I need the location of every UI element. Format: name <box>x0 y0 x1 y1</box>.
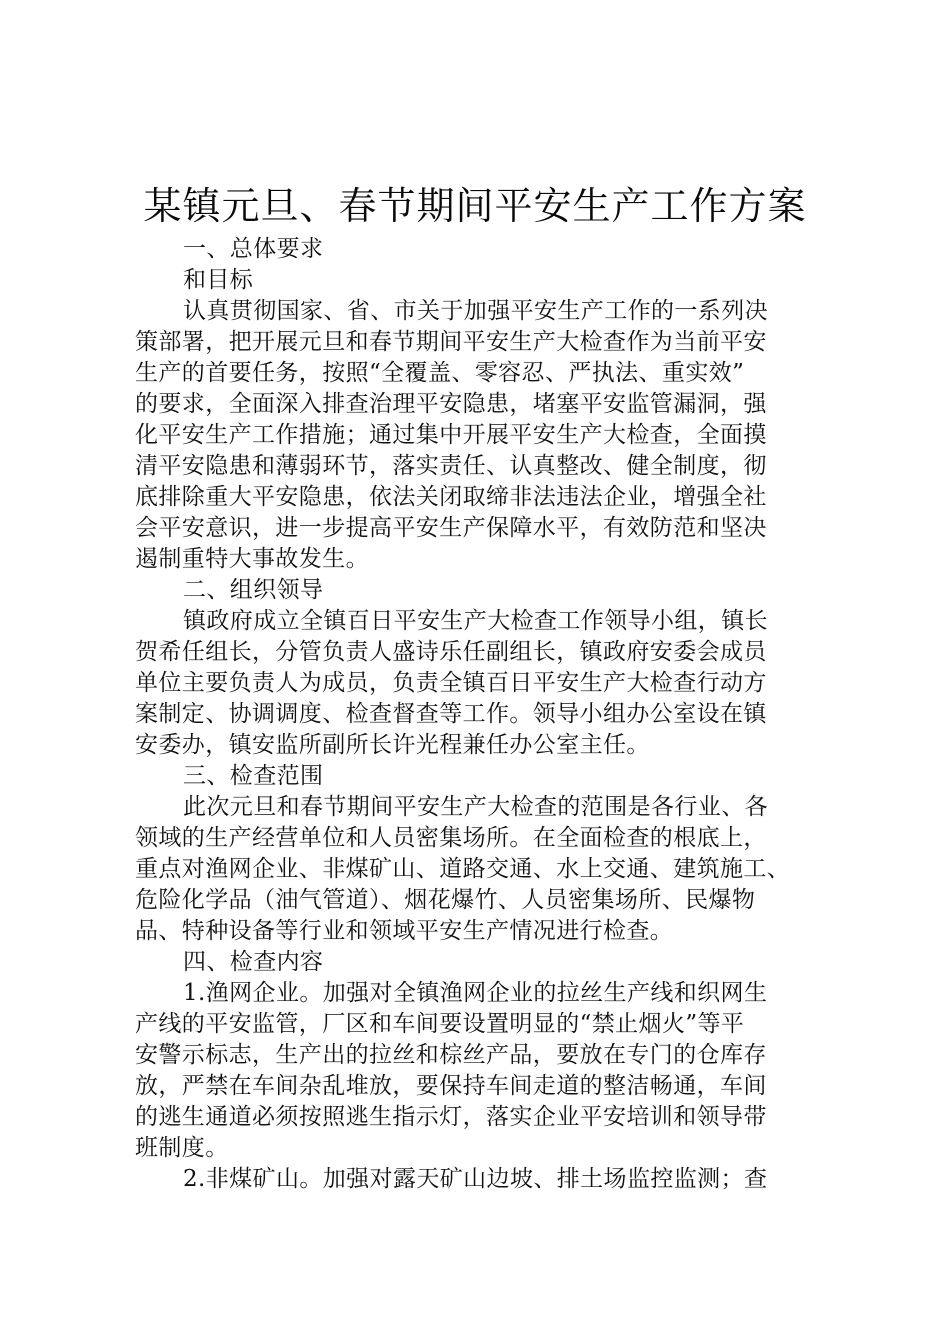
document-body <box>135 234 825 1195</box>
text-line: 安委办，镇安监所副所长许光程兼任办公室主任。 <box>135 732 650 758</box>
text-line: 品、特种设备等行业和领域平安生产情况进行检查。 <box>135 918 674 944</box>
text-line: 安警示标志，生产出的拉丝和棕丝产品，要放在专门的仓库存 <box>135 1042 767 1068</box>
text-line: 放，严禁在车间杂乱堆放，要保持车间走道的整洁畅通，车间 <box>135 1073 767 1099</box>
text-line: 2.非煤矿山。加强对露天矿山边坡、排土场监控监测；查 <box>183 1166 768 1192</box>
text-line: 底排除重大平安隐患，依法关闭取缔非法违法企业，增强全社 <box>135 484 767 510</box>
text-line: 产线的平安监管，厂区和车间要设置明显的“禁止烟火”等平 <box>135 1011 745 1037</box>
text-line: 单位主要负责人为成员，负责全镇百日平安生产大检查行动方 <box>135 670 767 696</box>
text-line: 的要求，全面深入排查治理平安隐患，堵塞平安监管漏洞，强 <box>135 391 767 417</box>
text-line: 此次元旦和春节期间平安生产大检查的范围是各行业、各 <box>183 794 768 820</box>
text-line: 认真贯彻国家、省、市关于加强平安生产工作的一系列决 <box>183 298 768 324</box>
text-line: 镇政府成立全镇百日平安生产大检查工作领导小组，镇长 <box>183 608 768 634</box>
text-line: 重点对渔网企业、非煤矿山、道路交通、水上交通、建筑施工、 <box>135 856 791 882</box>
text-line: 班制度。 <box>135 1135 229 1161</box>
text-line: 的逃生通道必须按照逃生指示灯，落实企业平安培训和领导带 <box>135 1104 767 1130</box>
text-line: 一、总体要求 <box>183 236 324 262</box>
text-line: 领域的生产经营单位和人员密集场所。在全面检查的根底上， <box>135 825 767 851</box>
text-line: 生产的首要任务，按照“全覆盖、零容忍、严执法、重实效” <box>135 360 745 386</box>
text-line: 贺希任组长，分管负责人盛诗乐任副组长，镇政府安委会成员 <box>135 639 767 665</box>
text-line: 遏制重特大事故发生。 <box>135 546 369 572</box>
text-line: 三、检查范围 <box>183 763 324 789</box>
text-line: 危险化学品（油气管道）、烟花爆竹、人员密集场所、民爆物 <box>135 887 756 913</box>
document-title: 某镇元旦、春节期间平安生产工作方案 <box>143 184 807 228</box>
text-line: 清平安隐患和薄弱环节，落实责任、认真整改、健全制度，彻 <box>135 453 767 479</box>
text-line: 和目标 <box>183 267 254 293</box>
text-line: 化平安生产工作措施；通过集中开展平安生产大检查，全面摸 <box>135 422 767 448</box>
text-line: 1.渔网企业。加强对全镇渔网企业的拉丝生产线和织网生 <box>183 980 768 1006</box>
text-line: 策部署，把开展元旦和春节期间平安生产大检查作为当前平安 <box>135 329 767 355</box>
text-line: 二、组织领导 <box>183 577 324 603</box>
text-line: 案制定、协调调度、检查督查等工作。领导小组办公室设在镇 <box>135 701 767 727</box>
text-line: 会平安意识，进一步提高平安生产保障水平，有效防范和坚决 <box>135 515 767 541</box>
text-line: 四、检查内容 <box>183 949 324 975</box>
